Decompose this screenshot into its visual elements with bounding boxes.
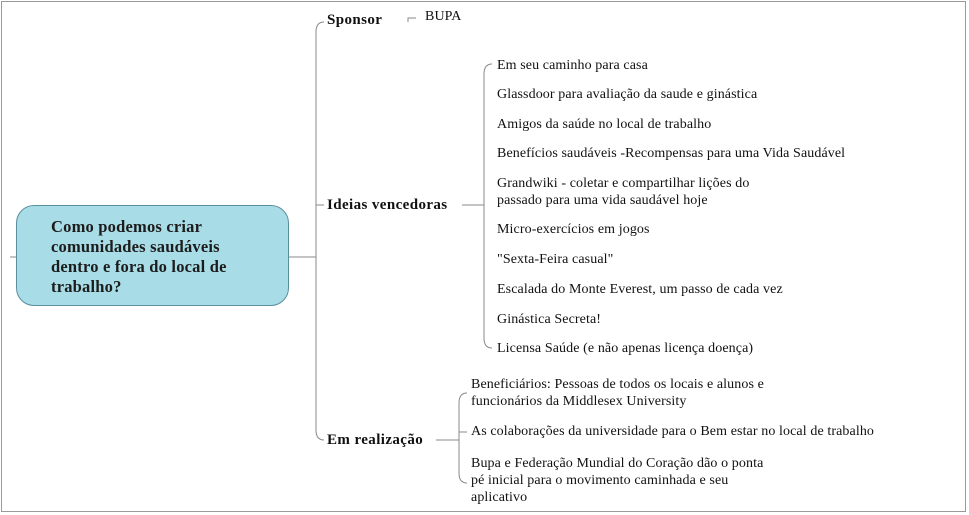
ideia-item — [497, 221, 650, 238]
central-topic-line: comunidades saudáveis — [51, 237, 220, 256]
realizacao-item-line: pé inicial para o movimento caminhada e seu — [471, 473, 729, 488]
ideia-item-line: passado para uma vida saudável hoje — [497, 193, 708, 208]
ideia-item — [497, 175, 749, 209]
main-bracket — [316, 22, 324, 440]
ideia-item — [497, 340, 753, 357]
ideia-item — [497, 86, 757, 103]
ideia-item-line: Benefícios saudáveis -Recompensas para uma Vida Saudável — [497, 146, 846, 161]
realizacao-item — [471, 455, 763, 506]
ideia-item-line: Licensa Saúde (e não apenas licença doença) — [497, 341, 754, 356]
sponsor-connector — [408, 18, 416, 22]
ideia-item — [497, 57, 648, 74]
realizacao-item — [471, 423, 874, 440]
realizacao-item — [471, 376, 764, 410]
ideia-item-line: Micro-exercícios em jogos — [497, 222, 650, 237]
central-topic-line: Como podemos criar — [51, 217, 203, 236]
central-topic — [16, 205, 289, 306]
ideia-item-line: Ginástica Secreta! — [497, 312, 602, 327]
realizacao-bracket — [459, 393, 467, 483]
realizacao-item-line: aplicativo — [471, 490, 528, 505]
realizacao-item-line: Bupa e Federação Mundial do Coração dão o ponta — [471, 456, 764, 471]
ideia-item — [497, 116, 711, 133]
branch-em-realizacao: Em realização — [327, 432, 424, 448]
ideias-bracket — [484, 64, 492, 348]
realizacao-item-line: Beneficiários: Pessoas de todos os locais e alunos e — [471, 377, 764, 392]
ideia-item — [497, 311, 601, 328]
realizacao-item-line: As colaborações da universidade para o Bem estar no local de trabalho — [471, 424, 875, 439]
ideia-item — [497, 145, 845, 162]
ideia-item-line: Escalada do Monte Everest, um passo de cada vez — [497, 282, 783, 297]
ideia-item — [497, 251, 613, 268]
ideia-item-line: Glassdoor para avaliação da saude e ginástica — [497, 87, 758, 102]
branch-sponsor: Sponsor — [327, 12, 383, 28]
ideia-item-line: Grandwiki - coletar e compartilhar lições do — [497, 176, 750, 191]
realizacao-item-line: funcionários da Middlesex University — [471, 394, 687, 409]
central-topic-line: dentro e fora do local de — [51, 257, 227, 276]
ideia-item-line: "Sexta-Feira casual" — [497, 252, 614, 267]
ideia-item — [497, 281, 783, 298]
ideia-item-line: Amigos da saúde no local de trabalho — [497, 117, 712, 132]
sponsor-item: BUPA — [425, 9, 462, 24]
branch-ideias-vencedoras: Ideias vencedoras — [327, 197, 448, 213]
central-topic-line: trabalho? — [51, 277, 122, 296]
ideia-item-line: Em seu caminho para casa — [497, 58, 648, 73]
